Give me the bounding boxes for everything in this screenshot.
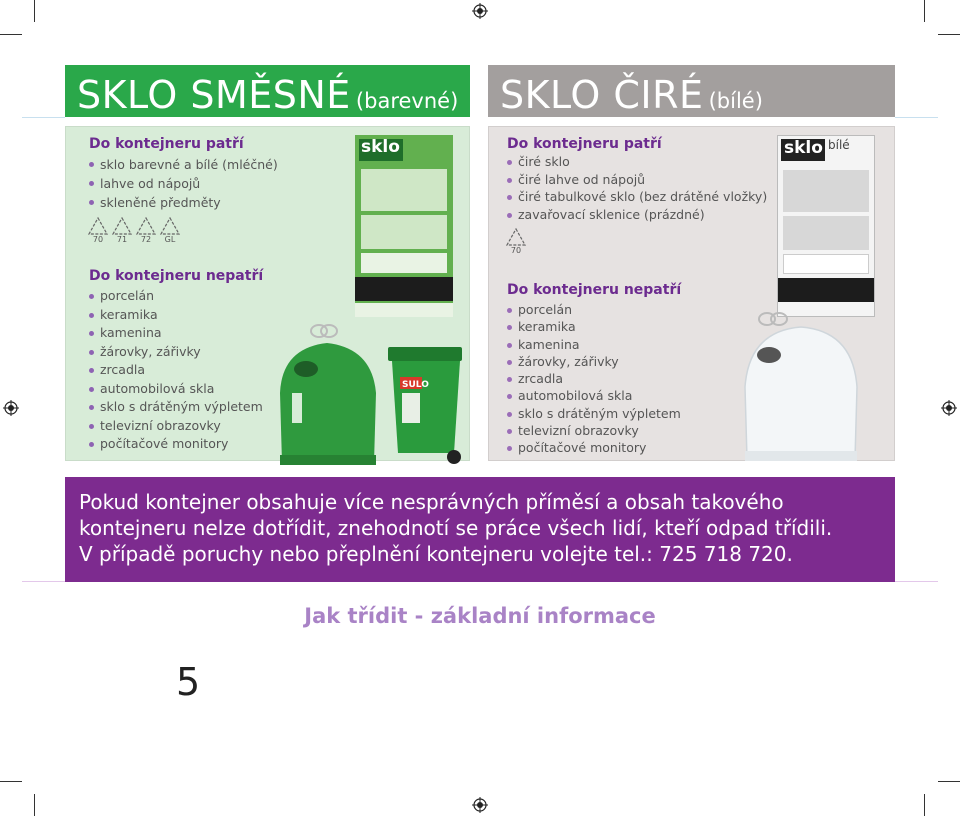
- list-item: čiré tabulkové sklo (bez drátěné vložky): [507, 188, 767, 206]
- list-item: porcelán: [89, 287, 263, 306]
- list-item: skleněné předměty: [89, 193, 278, 212]
- crop-mark: [938, 781, 960, 782]
- recycle-symbol: GL: [160, 217, 180, 244]
- mixed-glass-title: SKLO SMĚSNÉ: [77, 73, 351, 117]
- crop-mark: [924, 794, 925, 816]
- banner-line: kontejneru nelze dotřídit, znehodnotí se práce všech lidí, kteří odpad třídili.: [79, 516, 833, 540]
- list-item: sklo s drátěným výpletem: [89, 398, 263, 417]
- recycle-icon: [112, 217, 132, 235]
- list-item: žárovky, zářivky: [507, 353, 681, 370]
- crop-mark: [0, 781, 22, 782]
- not-belongs-title: Do kontejneru nepatří: [507, 282, 682, 298]
- not-belongs-list: [507, 301, 681, 457]
- list-item: sklo s drátěným výpletem: [507, 405, 681, 422]
- registration-mark-icon: [472, 3, 488, 19]
- crop-mark: [0, 34, 22, 35]
- page-number: 5: [176, 660, 201, 704]
- crop-mark: [34, 0, 35, 22]
- mixed-glass-sticker: [355, 135, 453, 317]
- crop-mark: [938, 34, 960, 35]
- list-item: zrcadla: [89, 361, 263, 380]
- page-subtitle: Jak třídit - základní informace: [304, 604, 656, 628]
- recycle-symbol: 70: [88, 217, 108, 244]
- list-item: žárovky, zářivky: [89, 343, 263, 362]
- not-belongs-title: Do kontejneru nepatří: [89, 268, 264, 284]
- recycle-symbol: 72: [136, 217, 156, 244]
- guide-line: [22, 117, 65, 118]
- crop-mark: [34, 794, 35, 816]
- belongs-list: [507, 153, 767, 223]
- list-item: čiré lahve od nápojů: [507, 171, 767, 189]
- list-item: počítačové monitory: [507, 439, 681, 456]
- sticker-suffix: bílé: [828, 138, 850, 152]
- banner-line: Pokud kontejner obsahuje více nesprávných příměsí a obsah takového: [79, 490, 784, 514]
- sticker-brand: sklo: [361, 137, 400, 157]
- recycle-icon: [88, 217, 108, 235]
- list-item: kamenina: [507, 336, 681, 353]
- recycle-icon: [160, 217, 180, 235]
- crop-mark: [924, 0, 925, 22]
- svg-text:SULO: SULO: [402, 380, 429, 390]
- belongs-title: Do kontejneru patří: [89, 136, 244, 152]
- list-item: sklo barevné a bílé (mléčné): [89, 155, 278, 174]
- clear-glass-sticker: [777, 135, 875, 317]
- list-item: zavařovací sklenice (prázdné): [507, 206, 767, 224]
- white-bell-container-icon: [739, 307, 863, 467]
- list-item: televizní obrazovky: [89, 417, 263, 436]
- green-wheelie-bin-icon: [384, 343, 468, 467]
- not-belongs-list: [89, 287, 263, 454]
- banner-line: V případě poruchy nebo přeplnění kontejneru volejte tel.: 725 718 720.: [79, 542, 793, 566]
- mixed-glass-title-suffix: (barevné): [355, 89, 459, 113]
- clear-glass-header: [488, 65, 895, 117]
- belongs-list: [89, 155, 278, 212]
- list-item: počítačové monitory: [89, 435, 263, 454]
- list-item: automobilová skla: [507, 387, 681, 404]
- registration-mark-icon: [472, 797, 488, 813]
- registration-mark-icon: [941, 400, 957, 416]
- sticker-brand: sklo: [784, 138, 823, 158]
- recycle-icon: [136, 217, 156, 235]
- list-item: keramika: [507, 318, 681, 335]
- list-item: zrcadla: [507, 370, 681, 387]
- list-item: lahve od nápojů: [89, 174, 278, 193]
- recycle-icon: [506, 228, 526, 246]
- warning-banner: [65, 477, 895, 582]
- belongs-title: Do kontejneru patří: [507, 136, 662, 152]
- recycle-symbol: 70: [506, 228, 526, 255]
- registration-mark-icon: [3, 400, 19, 416]
- clear-glass-title-suffix: (bílé): [708, 89, 763, 113]
- mixed-glass-header: [65, 65, 470, 117]
- clear-glass-panel: [488, 126, 895, 461]
- list-item: kamenina: [89, 324, 263, 343]
- list-item: čiré sklo: [507, 153, 767, 171]
- clear-glass-title: SKLO ČIRÉ: [500, 73, 704, 117]
- list-item: automobilová skla: [89, 380, 263, 399]
- green-bell-container-icon: [272, 323, 384, 471]
- list-item: televizní obrazovky: [507, 422, 681, 439]
- mixed-glass-panel: [65, 126, 470, 461]
- guide-line: [895, 117, 938, 118]
- recycle-symbol: 71: [112, 217, 132, 244]
- list-item: porcelán: [507, 301, 681, 318]
- list-item: keramika: [89, 306, 263, 325]
